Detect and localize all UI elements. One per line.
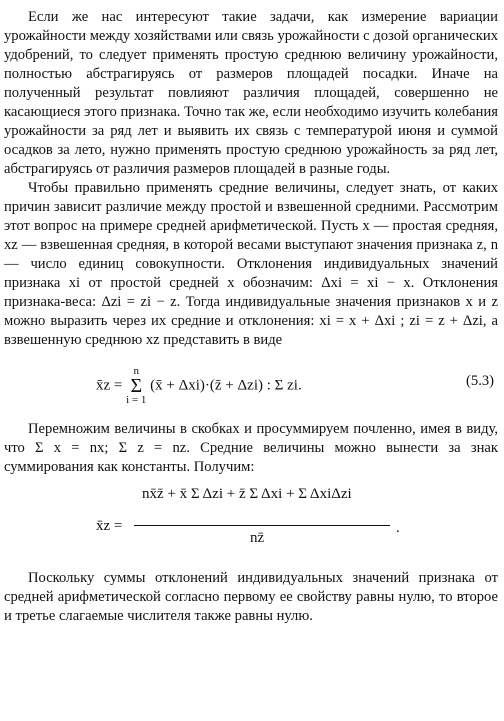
paragraph-2 bbox=[4, 179, 498, 350]
paragraph-4: Поскольку суммы отклонений индивидуальных значений признака от средней арифметической согласно первому ее свойству равны нулю, то второе и третье слагаемые числителя также равны нулю. bbox=[4, 570, 498, 624]
fraction-bar bbox=[134, 525, 390, 526]
formula-5-3-lhs: x̄z = bbox=[96, 377, 123, 394]
sum-operator: n Σ i = 1 bbox=[126, 365, 147, 406]
formula-5-3-expression bbox=[96, 366, 302, 406]
paragraph-2-text: Чтобы правильно применять средние величины, следует знать, от каких причин зависит различие между простой и взвешенной средними. Рассмотрим этот вопрос на примере средней арифметической. Пусть x — простая средняя, xz — взвешенная средняя, в которой весами выступают значения признака z, n — число единиц совокупности. Отклонения индивидуальных значений признака xi от простой средней x обозначим: Δxi = xi − x. Отклонения признака-веса: Δzi = zi − z. Тогда индивидуальные значения признаков x и z можно выразить через их средние и отклонения: xi = x + Δxi ; zi = z + Δzi, а взвешенную среднюю xz представить в виде bbox=[4, 180, 498, 348]
fraction-lhs: x̄z = bbox=[96, 518, 123, 534]
formula-number: (5.3) bbox=[466, 373, 494, 389]
paragraph-3: Перемножим величины в скобках и просуммируем почленно, имея в виду, что Σ x = nx; Σ z = nz. Средние величины можно вынести за знак суммирования как константы. Получим: bbox=[4, 421, 498, 475]
fraction-end: . bbox=[396, 520, 400, 536]
formula-5-3-body: (x̄ + Δxi)·(z̄ + Δzi) : Σ zi. bbox=[150, 377, 302, 394]
sum-lower: i = 1 bbox=[126, 394, 147, 406]
sum-upper: n bbox=[133, 365, 139, 377]
fraction-numerator: nx̄z̄ + x̄ Σ Δzi + z̄ Σ Δxi + Σ ΔxiΔzi bbox=[142, 486, 352, 502]
paragraph-1: Если же нас интересуют такие задачи, как измерение вариации урожайности между хозяйствами или связь урожайности с дозой органических удобрений, то следует применять простую среднюю величину урожайности, полностью абстрагируясь от размеров площадей посадки. Иначе на полученный результат повлияют различия площадей, совершенно не касающиеся этого признака. Точно так же, если необходимо изучить колебания урожайности за ряд лет и выявить их связь с температурой июня и суммой осадков за лето, нужно применять простую среднюю урожайность за ряд лет, абстрагируясь от различия размеров площадей в разные годы. bbox=[4, 9, 498, 177]
formula-5-3 bbox=[4, 354, 498, 416]
formula-fraction bbox=[4, 485, 498, 565]
fraction-denominator: nz̄ bbox=[250, 530, 265, 546]
